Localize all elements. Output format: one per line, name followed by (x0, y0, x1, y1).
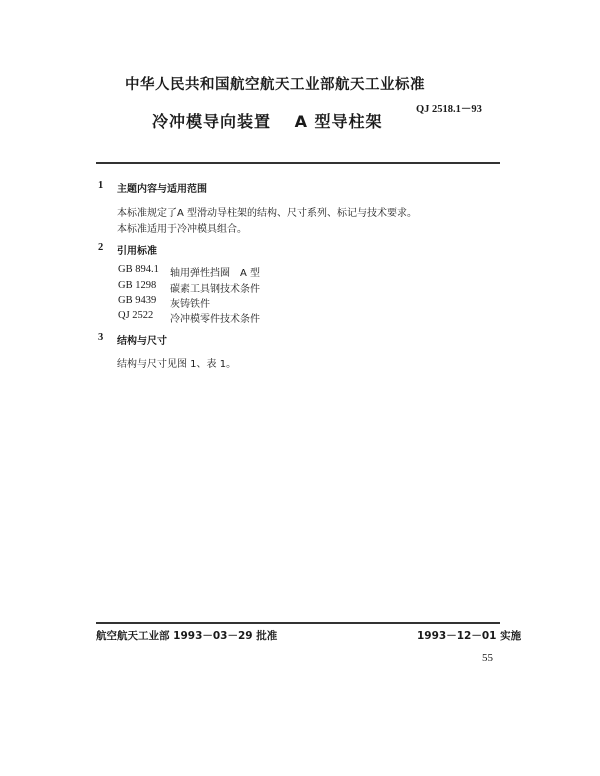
section-number: 1 (98, 180, 104, 191)
reference-code: QJ 2522 (118, 310, 154, 321)
section-title: 主题内容与适用范围 (117, 184, 207, 195)
reference-name: 轴用弹性挡圈 A 型 (170, 268, 261, 279)
page-number: 55 (482, 652, 493, 664)
paragraph: 本标准适用于冷冲模具组合。 (117, 224, 247, 235)
reference-name: 冷冲模零件技术条件 (170, 314, 260, 325)
paragraph: 结构与尺寸见图 1、表 1。 (117, 359, 237, 370)
section-title: 结构与尺寸 (117, 336, 167, 347)
paragraph: 本标准规定了A 型滑动导柱架的结构、尺寸系列、标记与技术要求。 (117, 208, 418, 219)
issuing-organization: 中华人民共和国航空航天工业部航天工业标准 (125, 77, 425, 93)
reference-name: 碳素工具钢技术条件 (170, 284, 260, 295)
document-title: 冷冲模导向装置 A 型导柱架 (152, 112, 383, 131)
footer-divider (96, 622, 500, 624)
section-number: 3 (98, 332, 104, 343)
reference-code: GB 9439 (118, 295, 157, 306)
approval-date: 航空航天工业部 1993－03－29 批准 (96, 630, 278, 642)
implementation-date: 1993－12－01 实施 (417, 630, 522, 642)
section-title: 引用标准 (117, 246, 157, 257)
reference-name: 灰铸铁件 (170, 299, 210, 310)
reference-code: GB 1298 (118, 280, 157, 291)
header-divider (96, 162, 500, 164)
reference-code: GB 894.1 (118, 264, 159, 275)
section-number: 2 (98, 242, 104, 253)
standard-code: QJ 2518.1－93 (416, 104, 482, 115)
